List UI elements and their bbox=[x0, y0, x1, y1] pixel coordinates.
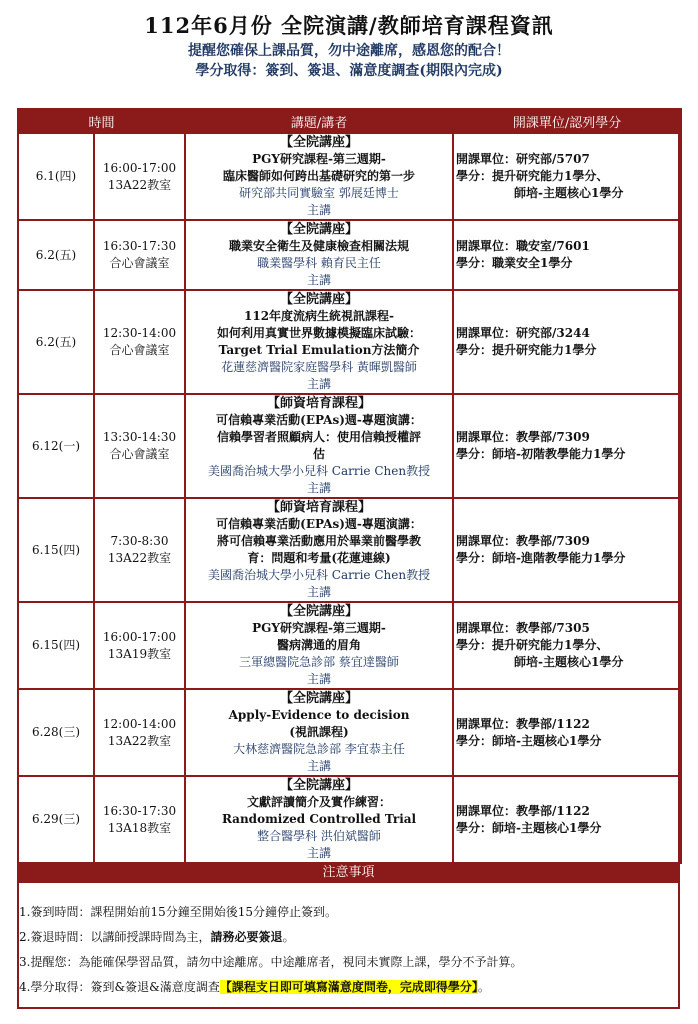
table-row bbox=[18, 394, 681, 498]
speaker-line: 三軍總醫院急診部 蔡宜達醫師 bbox=[239, 655, 399, 669]
course-room: 合心會議室 bbox=[109, 447, 170, 461]
note-credit-highlight: 【課程支日即可填寫滿意度問卷，完成即得學分】 bbox=[219, 980, 478, 994]
course-title-line: 可信賴專業活動(EPAs)週-專題演講： bbox=[216, 517, 422, 531]
table-header-row bbox=[18, 109, 681, 133]
course-unit-cell bbox=[453, 689, 681, 776]
course-unit-cell bbox=[453, 776, 681, 863]
course-time: 16:00-17:00 bbox=[102, 629, 177, 644]
note-sign-out-emphasis: 請務必要簽退 bbox=[210, 930, 283, 944]
course-category: 【全院講座】 bbox=[280, 222, 359, 237]
course-topic bbox=[185, 220, 453, 290]
course-credit: 學分：提升研究能力1學分、 bbox=[456, 169, 609, 183]
course-category: 【全院講座】 bbox=[280, 292, 359, 307]
course-credit: 學分：師培-主題核心1學分 bbox=[456, 733, 602, 748]
course-time: 12:30-14:00 bbox=[102, 326, 177, 340]
course-room: 合心會議室 bbox=[109, 343, 170, 357]
course-topic bbox=[185, 133, 453, 220]
course-credit: 學分：師培-主題核心1學分 bbox=[456, 820, 602, 835]
course-category: 【全院講座】 bbox=[280, 691, 359, 706]
course-unit-cell bbox=[453, 602, 681, 689]
course-unit: 開課單位：教學部/7309 bbox=[456, 430, 590, 444]
course-unit-cell bbox=[453, 220, 681, 290]
table-row bbox=[18, 290, 681, 394]
schedule-table bbox=[17, 108, 682, 864]
course-title-line: 臨床醫師如何跨出基礎研究的第一步 bbox=[223, 169, 416, 183]
speaker-role: 主講 bbox=[307, 672, 332, 686]
note-reminder: 3.提醒您：為能確保學習品質，請勿中途離席。中途離席者，視同未實際上課，學分不予計算。 bbox=[19, 955, 523, 969]
course-title-line: PGY研究課程-第三週期- bbox=[252, 621, 386, 635]
note-sign-in: 1.簽到時間：課程開始前15分鐘至開始後15分鐘停止簽到。 bbox=[19, 905, 337, 919]
table-row bbox=[18, 602, 681, 689]
note-credit-end: 。 bbox=[477, 980, 490, 994]
reminder-subtitle: 提醒您確保上課品質，勿中途離席，感恩您的配合！ bbox=[188, 43, 510, 59]
course-unit-cell bbox=[453, 133, 681, 220]
course-date: 6.12(一) bbox=[18, 394, 94, 498]
speaker-line: 研究部共同實驗室 郭展廷博士 bbox=[239, 186, 399, 200]
course-topic bbox=[185, 498, 453, 602]
table-row bbox=[18, 133, 681, 220]
course-unit: 開課單位：研究部/5707 bbox=[456, 152, 590, 166]
course-room: 13A19教室 bbox=[107, 646, 172, 661]
course-title-line: 醫病溝通的眉角 bbox=[277, 638, 362, 652]
course-topic bbox=[185, 689, 453, 776]
course-credit: 學分：師培-初階教學能力1學分 bbox=[456, 447, 626, 461]
course-time: 13:30-14:30 bbox=[102, 430, 177, 444]
course-title-line: 文獻評讀簡介及實作練習： bbox=[247, 795, 392, 809]
course-date: 6.2(五) bbox=[18, 290, 94, 394]
course-time: 12:00-14:00 bbox=[102, 716, 177, 731]
course-unit: 開課單位：研究部/3244 bbox=[456, 326, 590, 340]
course-title-line: Apply-Evidence to decision bbox=[228, 708, 410, 722]
notes-list bbox=[19, 900, 679, 1000]
course-title-line: 將可信賴專業活動應用於畢業前醫學教 bbox=[217, 534, 422, 548]
table-row bbox=[18, 776, 681, 863]
course-category: 【全院講座】 bbox=[280, 604, 359, 619]
course-time-cell bbox=[94, 776, 185, 863]
note-sign-out-text: 2.簽退時間：以講師授課時間為主， bbox=[19, 930, 211, 944]
course-unit-cell bbox=[453, 394, 681, 498]
course-unit-cell bbox=[453, 290, 681, 394]
course-time-cell bbox=[94, 394, 185, 498]
course-date: 6.28(三) bbox=[18, 689, 94, 776]
course-time-cell bbox=[94, 133, 185, 220]
course-time-cell bbox=[94, 220, 185, 290]
speaker-line: 花蓮慈濟醫院家庭醫學科 黃暉凱醫師 bbox=[221, 360, 417, 374]
note-sign-out-end: 。 bbox=[282, 930, 295, 944]
speaker-role: 主講 bbox=[307, 377, 332, 391]
speaker-line: 整合醫學科 洪伯斌醫師 bbox=[257, 829, 381, 843]
course-title-line: 如何利用真實世界數據模擬臨床試驗： bbox=[217, 326, 422, 340]
course-time: 7:30-8:30 bbox=[110, 534, 169, 548]
course-time-cell bbox=[94, 689, 185, 776]
course-time-cell bbox=[94, 498, 185, 602]
course-title-line: 信賴學習者照顧病人：使用信賴授權評 bbox=[217, 430, 422, 444]
course-room: 合心會議室 bbox=[109, 256, 170, 270]
course-unit: 開課單位：教學部/1122 bbox=[456, 716, 590, 731]
course-title-line: Target Trial Emulation方法簡介 bbox=[218, 343, 420, 357]
course-time: 16:00-17:00 bbox=[102, 160, 177, 175]
course-topic bbox=[185, 776, 453, 863]
table-row bbox=[18, 498, 681, 602]
course-time-cell bbox=[94, 602, 185, 689]
course-title-line: 可信賴專業活動(EPAs)週-專題演講： bbox=[216, 413, 422, 427]
course-date: 6.29(三) bbox=[18, 776, 94, 863]
course-credit: 學分：職業安全1學分 bbox=[456, 256, 573, 270]
course-time: 16:30-17:30 bbox=[102, 803, 177, 818]
speaker-role: 主講 bbox=[307, 273, 332, 287]
speaker-line: 職業醫學科 賴育民主任 bbox=[257, 256, 381, 270]
course-date: 6.15(四) bbox=[18, 498, 94, 602]
course-title-line: (視訊課程) bbox=[289, 725, 349, 739]
course-room: 13A22教室 bbox=[107, 177, 172, 192]
header-unit: 開課單位/認列學分 bbox=[453, 109, 681, 133]
course-room: 13A18教室 bbox=[107, 820, 172, 835]
course-title-line: PGY研究課程-第三週期- bbox=[252, 152, 386, 166]
course-credit: 學分：提升研究能力1學分、 bbox=[456, 638, 609, 652]
page-title: 112年6月份 全院演講/教師培育課程資訊 bbox=[144, 13, 554, 38]
schedule-body bbox=[18, 133, 681, 863]
course-date: 6.15(四) bbox=[18, 602, 94, 689]
course-time: 16:30-17:30 bbox=[102, 239, 177, 253]
course-topic bbox=[185, 290, 453, 394]
credit-subtitle: 學分取得：簽到、簽退、滿意度調查(期限內完成) bbox=[195, 63, 503, 79]
speaker-role: 主講 bbox=[307, 585, 332, 599]
speaker-role: 主講 bbox=[307, 203, 332, 217]
note-credit-text: 4.學分取得：簽到&簽退&滿意度調查 bbox=[19, 980, 220, 994]
speaker-role: 主講 bbox=[307, 759, 332, 773]
course-credit: 學分：師培-進階教學能力1學分 bbox=[456, 551, 626, 565]
note-sign-out bbox=[19, 925, 679, 950]
course-category: 【師資培育課程】 bbox=[267, 396, 372, 411]
course-title-line: 112年度流病生統視訊課程- bbox=[244, 309, 395, 323]
course-title-line: 育：問題和考量(花蓮連線) bbox=[247, 551, 391, 565]
notes-heading: 注意事項 bbox=[19, 862, 678, 883]
course-topic bbox=[185, 602, 453, 689]
course-credit: 學分：提升研究能力1學分 bbox=[456, 343, 597, 357]
speaker-line: 美國喬治城大學小兒科 Carrie Chen教授 bbox=[207, 568, 431, 582]
course-title-line: 估 bbox=[313, 447, 326, 461]
course-category: 【師資培育課程】 bbox=[267, 500, 372, 515]
course-room: 13A22教室 bbox=[107, 733, 172, 748]
course-title-line: 職業安全衛生及健康檢查相關法規 bbox=[229, 239, 410, 253]
course-category: 【全院講座】 bbox=[280, 135, 359, 150]
speaker-role: 主講 bbox=[307, 846, 332, 860]
course-unit-cell bbox=[453, 498, 681, 602]
course-unit: 開課單位：教學部/7309 bbox=[456, 534, 590, 548]
speaker-line: 大林慈濟醫院急診部 李宜恭主任 bbox=[233, 742, 405, 756]
course-credit-extra: 師培-主題核心1學分 bbox=[514, 655, 624, 669]
course-unit: 開課單位：職安室/7601 bbox=[456, 239, 590, 253]
note-credit bbox=[19, 975, 679, 1000]
course-topic bbox=[185, 394, 453, 498]
course-date: 6.2(五) bbox=[18, 220, 94, 290]
course-title-line: Randomized Controlled Trial bbox=[221, 812, 417, 826]
course-unit: 開課單位：教學部/1122 bbox=[456, 803, 590, 818]
course-unit: 開課單位：教學部/7305 bbox=[456, 621, 590, 635]
course-credit-extra: 師培-主題核心1學分 bbox=[514, 186, 624, 200]
table-row bbox=[18, 220, 681, 290]
table-row bbox=[18, 689, 681, 776]
header-time: 時間 bbox=[18, 109, 185, 133]
course-time-cell bbox=[94, 290, 185, 394]
speaker-role: 主講 bbox=[307, 481, 332, 495]
course-room: 13A22教室 bbox=[107, 551, 172, 565]
speaker-line: 美國喬治城大學小兒科 Carrie Chen教授 bbox=[207, 464, 431, 478]
course-category: 【全院講座】 bbox=[280, 778, 359, 793]
header-topic: 講題/講者 bbox=[185, 109, 453, 133]
course-date: 6.1(四) bbox=[18, 133, 94, 220]
